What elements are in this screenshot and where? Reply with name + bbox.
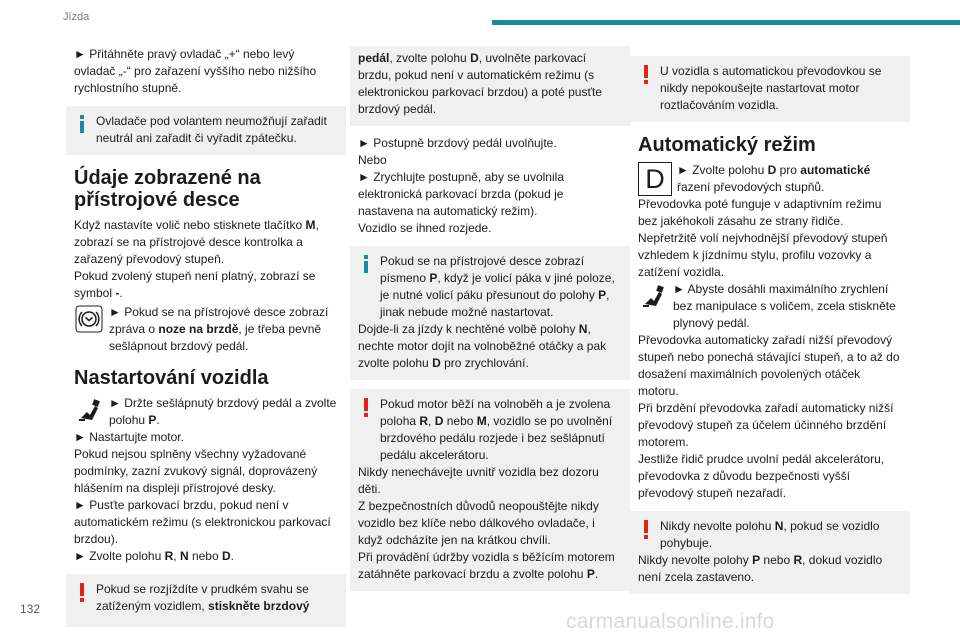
warning-note-neutral: Nikdy nevolte polohu N, pokud se vozidlo pohybuje. Nikdy nevolte polohy P nebo R, dokud vozidlo není zcela zastaveno. (630, 511, 910, 594)
page-number: 132 (20, 602, 41, 616)
d-position-symbol: D (638, 162, 672, 196)
column-1 (74, 46, 338, 627)
paragraph-conditions: Pokud nejsou splněny všechny vyžadované podmínky, zazní zvukový signál, doprovázený hlášením na displeji přístrojové desky. (74, 447, 318, 495)
paragraph-select-gear: ► Zvolte polohu R, N nebo D. (74, 549, 234, 563)
warning-icon (638, 520, 654, 539)
heading-display: Údaje zobrazené na přístrojové desce (74, 167, 261, 211)
heading-automatic-mode: Automatický režim (638, 134, 816, 156)
paragraph-accelerate: ► Zrychlujte postupně, aby se uvolnila elektronická parkovací brzda (pokud je nastavena na automatický režim). (358, 170, 564, 218)
paragraph-or: Nebo (358, 153, 387, 167)
kickdown-row (638, 281, 902, 332)
warning-note-idle: Pokud motor běží na volnoběh a je zvolena poloha R, D nebo M, vozidlo se po uvolnění brzdového pedálu rozjede i bez sešlápnutí pedálu akcelerátoru. Nikdy nenechávejte uvnitř vozidla bez dozoru děti. Z bezpečnostních důvodů neopouštějte nikdy vozidlo bez klíče nebo dálkového ovladače, i když odcházíte jen na krátkou chvíli. Při provádění údržby vozidla s běžícím motorem zatáhněte parkovací brzdu a zvolte polohu P. (350, 389, 630, 591)
paragraph-adaptive: Převodovka poté funguje v adaptivním režimu bez jakéhokoli zásahu ze strany řidiče. (638, 197, 882, 228)
paragraph-press-brake: ► Držte sešlápnutý brzdový pedál a zvolte polohu P. (109, 396, 337, 427)
warning-note-hill-start-cont: pedál, zvolte polohu D, uvolněte parkovací brzdu, pokud není v automatickém režimu (s elektronickou parkovací brzdou) a poté pusťte brzdový pedál. (350, 46, 630, 126)
section-header: Jízda (63, 11, 90, 23)
warning-icon (358, 398, 374, 417)
column-3 (638, 46, 902, 603)
auto-mode-row (638, 162, 902, 196)
start-step-row (74, 395, 338, 429)
info-icon (358, 255, 374, 273)
paragraph-release-park-brake: ► Pusťte parkovací brzdu, pokud není v automatickém režimu (s elektronickou parkovací brzdou). (74, 498, 331, 546)
info-note-p-letter: Pokud se na přístrojové desce zobrazí písmeno P, když je volicí páka v jiné poloze, je nutné volicí páku přesunout do polohy P, jinak nebude možné nastartovat. Dojde-li za jízdy k nechtěné volbě polohy N, nechte motor dojít na volnoběžné otáčky a pak zvolte polohu D pro zrychlování. (350, 246, 630, 380)
warning-icon (638, 65, 654, 84)
brake-warning-icon (74, 304, 104, 334)
paragraph-downshift: Převodovka automaticky zařadí nižší převodový stupeň nebo ponechá stávající stupeň, a to až do dosažení maximálních povolených otáček motoru. (638, 333, 900, 398)
warning-note-hill-start: Pokud se rozjíždíte v prudkém svahu se zatíženým vozidlem, stiskněte brzdový (66, 574, 346, 627)
paragraph-shift-paddles: ► Přitáhněte pravý ovladač „+“ nebo levý ovladač „-“ pro zařazení vyššího nebo nižšího rychlostního stupně. (74, 47, 317, 95)
column-2 (358, 46, 622, 600)
watermark: carmanualsonline.info (566, 610, 775, 633)
paragraph-no-upshift: Jestliže řidič prudce uvolní pedál akcelerátoru, převodovka z důvodu bezpečnosti vyšší převodový stupeň nezařadí. (638, 452, 885, 500)
info-icon (74, 115, 90, 133)
paragraph-best-gear: Nepřetržitě volí nejvhodnější převodový stupeň vzhledem k jízdnímu stylu, profilu vozovky a zatížení vozidla. (638, 231, 888, 279)
paragraph-kickdown: ► Abyste dosáhli maximálního zrychlení bez manipulace s voličem, zcela stiskněte plynový pedál. (673, 282, 896, 330)
paragraph-foot-on-brake: ► Pokud se na přístrojové desce zobrazí zpráva o noze na brzdě, je třeba pevně sešlápnout brzdový pedál. (109, 305, 329, 353)
header-accent-bar (492, 20, 960, 25)
warning-note-push-start: U vozidla s automatickou převodovkou se nikdy nepokoušejte nastartovat motor roztlačováním vozidla. (630, 56, 910, 122)
paragraph-select-d: ► Zvolte polohu D pro automatické řazení převodových stupňů. (677, 163, 871, 194)
paragraph-invalid-gear: Pokud zvolený stupeň není platný, zobrazí se symbol -. (74, 269, 316, 300)
paragraph-start-engine: ► Nastartujte motor. (74, 430, 184, 444)
info-note-paddles: Ovladače pod volantem neumožňují zařadit neutrál ani zařadit či vyřadit zpátečku. (66, 106, 346, 155)
paragraph-display: Když nastavíte volič nebo stisknete tlačítko M, zobrazí se na přístrojové desce kontrolka a zařazený převodový stupeň. (74, 218, 319, 266)
paragraph-release-brake-gradually: ► Postupně brzdový pedál uvolňujte. (358, 136, 557, 150)
paragraph-engine-braking: Při brzdění převodovka zařadí automaticky nižší převodový stupeň za účelem účinného brzdění motorem. (638, 401, 894, 449)
foot-pedal-icon (74, 395, 104, 425)
paragraph-vehicle-moves: Vozidlo se ihned rozjede. (358, 221, 492, 235)
heading-start: Nastartování vozidla (74, 367, 269, 389)
foot-pedal-icon (638, 281, 668, 311)
warning-icon (74, 583, 90, 602)
foot-on-brake-row (74, 304, 338, 355)
